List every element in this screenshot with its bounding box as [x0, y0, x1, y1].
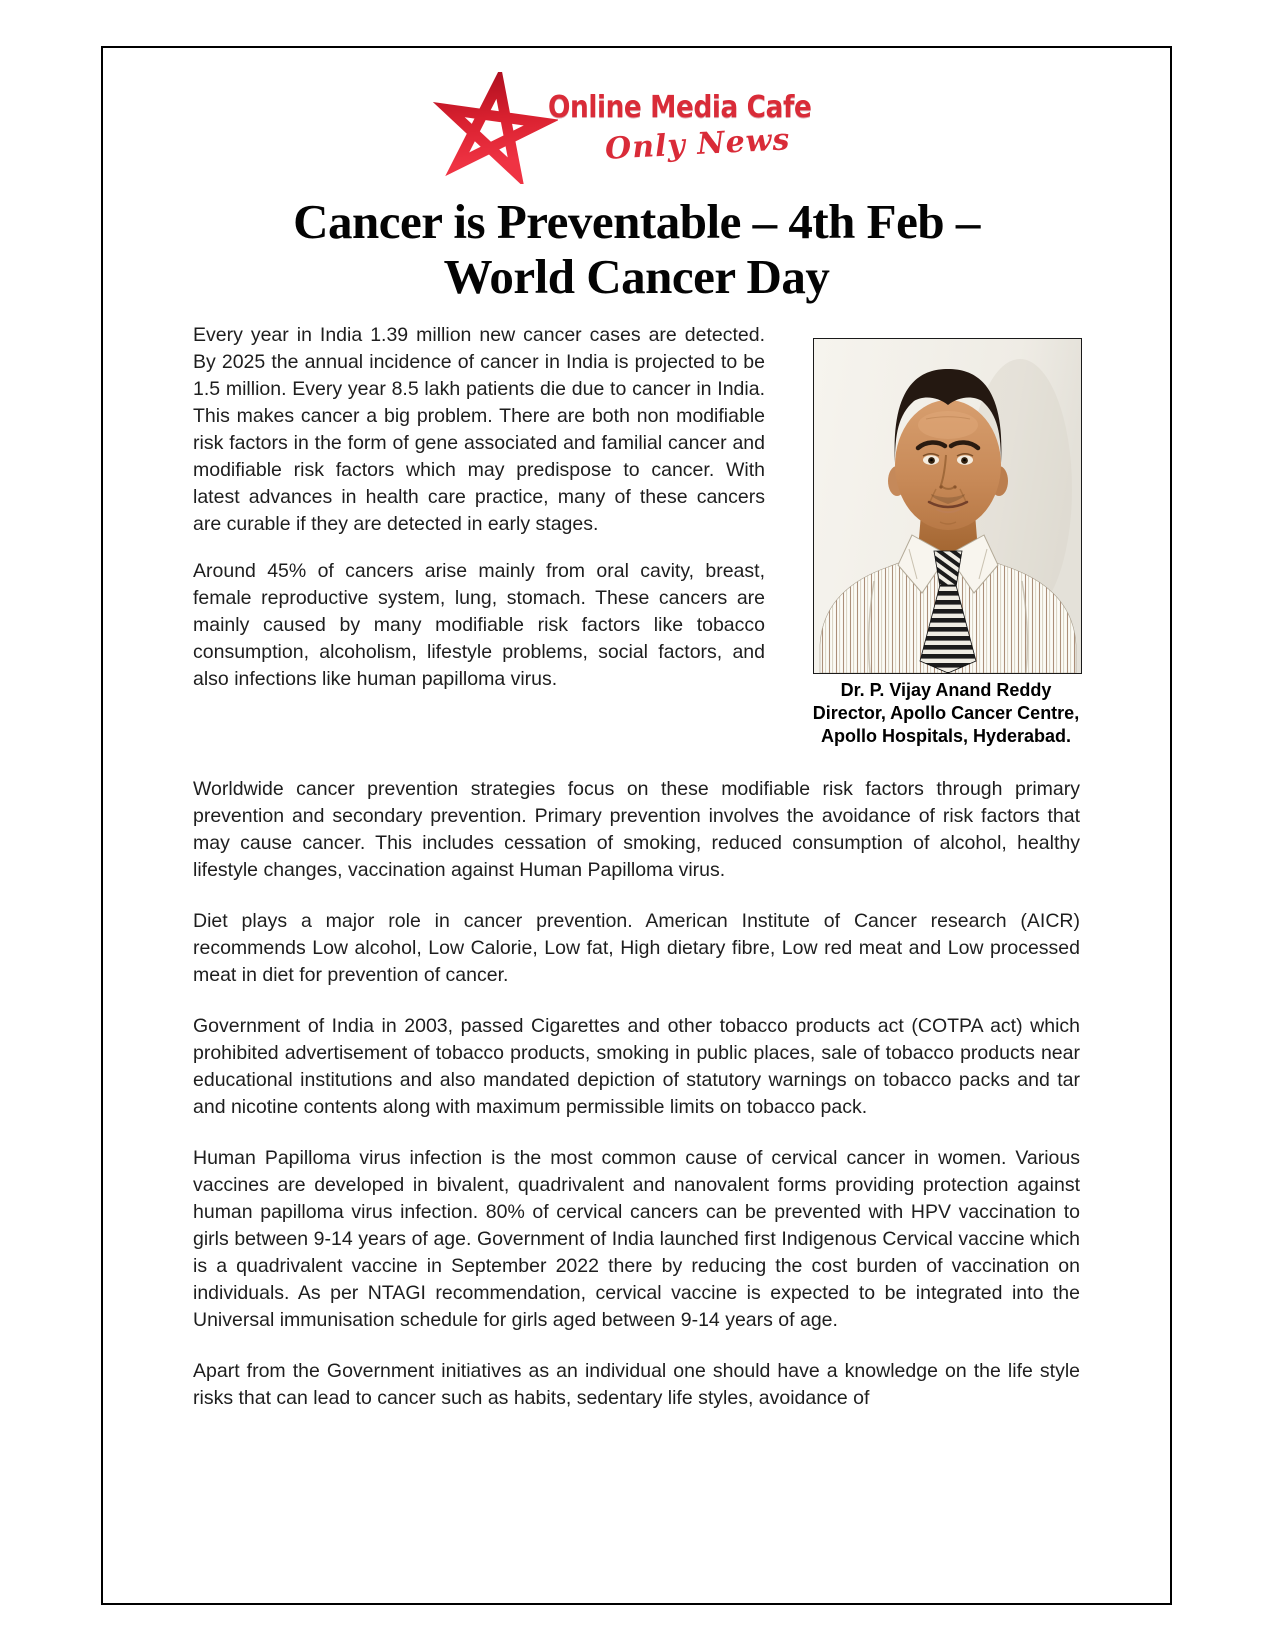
pentagram-knot-icon: [426, 72, 558, 184]
paragraph: Human Papilloma virus infection is the most common cause of cervical cancer in women. Various vaccines are developed in bivalent, quadrivalent and nanovalent forms providing protection against human papilloma virus infection. 80% of cervical cancers can be prevented with HPV vaccination to girls between 9-14 years of age. Government of India launched first Indigenous Cervical vaccine which is a quadrivalent vaccine in September 2022 there by reducing the cost burden of vaccination on individuals. As per NTAGI recommendation, cervical vaccine is expected to be integrated into the Universal immunisation schedule for girls aged between 9-14 years of age.: [193, 1147, 1080, 1331]
paragraph: Around 45% of cancers arise mainly from oral cavity, breast, female reproductive system, lung, stomach. These cancers are mainly caused by many modifiable risk factors like tobacco consumption, alcoholism, lifestyle problems, social factors, and also infections like human papilloma virus.: [193, 560, 765, 690]
intro-section: [193, 322, 1080, 748]
photo-caption-line: Dr. P. Vijay Anand Reddy: [840, 680, 1052, 700]
intro-text-column: [193, 322, 765, 748]
page-border: [101, 46, 1172, 1605]
brand-tagline: Only News: [603, 122, 792, 167]
article-title-line2: World Cancer Day: [443, 249, 830, 304]
article-body: [193, 776, 1080, 1412]
paragraph: Apart from the Government initiatives as an individual one should have a knowledge on the life style risks that can lead to cancer such as habits, sedentary life styles, avoidance of: [193, 1360, 1080, 1409]
paragraph: Diet plays a major role in cancer prevention. American Institute of Cancer research (AICR) recommends Low alcohol, Low Calorie, Low fat, High dietary fibre, Low red meat and Low processed meat in diet for prevention of cancer.: [193, 910, 1080, 986]
photo-caption: [795, 679, 1097, 748]
paragraph: Government of India in 2003, passed Cigarettes and other tobacco products act (COTPA act) which prohibited advertisement of tobacco products, smoking in public places, sale of tobacco products near educational institutions and also mandated depiction of statutory warnings on tobacco packs and tar and nicotine contents along with maximum permissible limits on tobacco pack.: [193, 1015, 1080, 1118]
doctor-photo-figure: [813, 338, 1080, 748]
site-logo: [193, 72, 1080, 184]
article-page: [193, 48, 1080, 1436]
photo-caption-line: Director, Apollo Cancer Centre,: [812, 703, 1080, 723]
article-title: [193, 194, 1080, 304]
doctor-photo: [813, 338, 1082, 674]
paragraph: Every year in India 1.39 million new cancer cases are detected. By 2025 the annual incidence of cancer in India is projected to be 1.5 million. Every year 8.5 lakh patients die due to cancer in India. This makes cancer a big problem. There are both non modifiable risk factors in the form of gene associated and familial cancer and modifiable risk factors which may predispose to cancer. With latest advances in health care practice, many of these cancers are curable if they are detected in early stages.: [193, 324, 765, 535]
article-title-line1: Cancer is Preventable – 4th Feb –: [293, 194, 980, 249]
paragraph: Worldwide cancer prevention strategies focus on these modifiable risk factors through primary prevention and secondary prevention. Primary prevention involves the avoidance of risk factors that may cause cancer. This includes cessation of smoking, reduced consumption of alcohol, healthy lifestyle changes, vaccination against Human Papilloma virus.: [193, 778, 1080, 881]
photo-caption-line: Apollo Hospitals, Hyderabad.: [820, 726, 1072, 746]
brand-name: Online Media Cafe: [547, 90, 812, 125]
logo-text: [547, 72, 847, 167]
